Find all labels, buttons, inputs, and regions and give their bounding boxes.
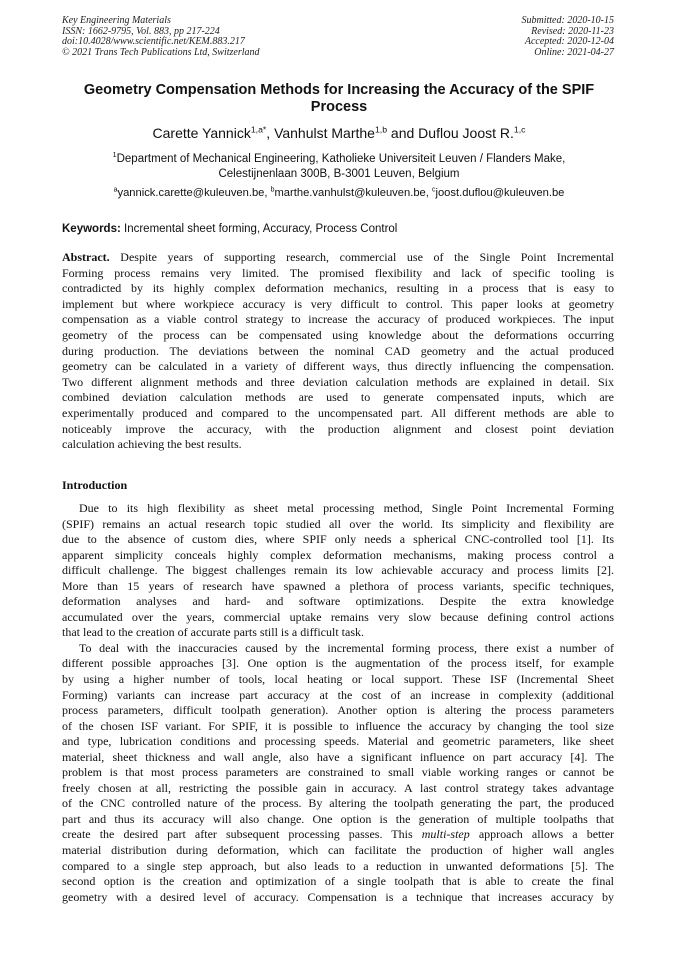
- paragraph-line: of the CNC controlled nature of the process. By altering the toolpath generating the part, the produced: [62, 796, 614, 811]
- submitted-date: Submitted: 2020-10-15: [521, 15, 614, 26]
- author-affil-mark: 1,a*: [250, 124, 267, 135]
- abstract-line: geometry of the process can be compensated using knowledge about the deformations occurring: [62, 327, 614, 342]
- paragraph-line: More than 15 years of research have spawned a plethora of process variants, specific techniques,: [62, 578, 614, 593]
- keywords: [62, 222, 397, 236]
- affiliation-address: Celestijnenlaan 300B, B-3001 Leuven, Belgium: [218, 167, 460, 180]
- author-affil-mark: 1,b: [374, 124, 388, 135]
- paragraph-line: create the desired part after subsequent processing passes. This multi-step approach allows a better: [62, 827, 614, 842]
- email-link[interactable]: joost.duflou@kuleuven.be: [435, 187, 565, 199]
- paragraph-line: of the chosen ISF variant. For SPIF, it is possible to influence the accuracy by changing the tool size: [62, 718, 614, 733]
- paragraph-line: different possible approaches [3]. One option is the augmentation of the process itself, for example: [62, 656, 614, 671]
- author-emails: $^a$yannick.carette@kuleuven.be, $^b$marthe.vanhulst@kuleuven.be, $^c$joost.duflou@kuleuven.be: [113, 186, 565, 199]
- abstract-line: during production. The deviations between the nominal CAD geometry and the actual produced: [62, 343, 614, 358]
- abstract-line: contradicted by its highly complex deformation mechanics, resulting in a process that is easy to: [62, 281, 614, 296]
- paragraph-line: Due to its high flexibility as sheet metal processing method, Single Point Incremental Forming: [79, 501, 614, 515]
- submission-dates: [522, 16, 615, 58]
- author-name: Vanhulst Marthe: [274, 125, 375, 141]
- paragraph-line: due to the absence of custom dies, where SPIF only needs a spherical CNC-controlled tool [1]. Its: [62, 532, 614, 547]
- affiliation-line: Department of Mechanical Engineering, Katholieke Universiteit Leuven / Flanders Make,: [116, 153, 566, 165]
- abstract-line: compensation as a viable control strategy to increase the accuracy of produced workpieces. The input: [62, 312, 614, 327]
- paragraph-line: by using a higher number of tools, local heating or local support. These ISF (Incremental Sheet: [62, 672, 614, 687]
- abstract-line: noticeably improve the accuracy, with the production alignment and closest point deviation: [62, 421, 614, 436]
- abstract-line: combined deviation calculation methods are used to generate compensated inputs, which are: [62, 390, 614, 405]
- revised-date: Revised: 2020-11-23: [531, 25, 614, 37]
- email-link[interactable]: marthe.vanhulst@kuleuven.be: [274, 187, 426, 199]
- abstract-label: Abstract.: [62, 250, 110, 264]
- paragraph-line: and type, lubrication conditions and processing speeds. Material and geometric parameters, like sheet: [62, 734, 614, 749]
- paragraph-line: geometry with a desired level of accuracy. Compensation is a technique that increases accuracy by: [62, 889, 614, 904]
- paragraph-line: accumulated over the years, commercial uptake remains very slow because defining control actions: [62, 609, 614, 624]
- abstract-line: geometry can be calculated in a variety of different ways, thus directly influencing the compensation.: [62, 359, 614, 374]
- paragraph-line: process parameters, difficult toolpath generation). Another option is altering the process parameters: [62, 703, 614, 718]
- paragraph-line: apparent simplicity conceals highly complex deformation mechanisms, making process control a: [62, 547, 614, 562]
- abstract-line: experimentally produced and compared to the uncompensated part. All different methods are able to: [62, 405, 614, 420]
- online-date: Online: 2021-04-27: [534, 46, 614, 58]
- doi-line[interactable]: doi:10.4028/www.scientific.net/KEM.883.217: [62, 36, 245, 47]
- abstract-line: implement but where workpiece accuracy is very difficult to control. This paper looks at geometry: [62, 296, 614, 311]
- abstract-line: Two different alignment methods and three deviation calculation methods are explained in detail. Six: [62, 374, 614, 389]
- paragraph-line: deformation analyses and hard- and software optimizations. Despite the extra knowledge: [62, 594, 614, 609]
- paragraph-line: Forming) variants can increase part accuracy at the cost of an increase in complexity (additional: [62, 687, 614, 702]
- paragraph-line: freely chosen at all, restricting the possible gain in accuracy. A last control strategy takes advantage: [62, 780, 614, 795]
- paragraph-line: difficult challenge. The biggest challenges remain its low achievable accuracy and process limits [2].: [62, 563, 614, 578]
- introduction-body: [62, 501, 614, 905]
- paragraph-line: material, sheet thickness and wall angle, also have a significant influence on part accuracy [4]. The: [62, 749, 614, 764]
- keywords-label: Keywords:: [62, 223, 121, 235]
- author-affil-mark: 1,c: [513, 124, 526, 135]
- issn-line: ISSN: 1662-9795, Vol. 883, pp 217-224: [62, 25, 220, 37]
- paragraph-line: (SPIF) remains an actual research topic studied all over the world. Its simplicity and flexibility are: [62, 516, 614, 531]
- author-list: Carette Yannick$^{1,a*}$, Vanhulst Marthe$^{1,b}$ and Duflou Joost R.$^{1,c}$: [152, 124, 526, 141]
- paragraph-line: material distribution during deformation, which can facilitate the production of higher wall angles: [62, 843, 614, 858]
- paragraph-line: To deal with the inaccuracies caused by the incremental forming process, there exist a number of: [79, 640, 614, 655]
- keywords-text: Incremental sheet forming, Accuracy, Process Control: [124, 223, 398, 235]
- abstract-line: Abstract. Despite years of supporting research, commercial use of the Single Point Incremental: [62, 250, 614, 264]
- journal-name: Key Engineering Materials: [62, 15, 171, 26]
- affiliation: $^1$Department of Mechanical Engineering, Katholieke Universiteit Leuven / Flanders Make, Celestijnenlaan 300B, B-3001 Leuven, Belgium: [62, 152, 616, 181]
- accepted-date: Accepted: 2020-12-04: [524, 36, 614, 47]
- author-name: Carette Yannick: [152, 125, 251, 141]
- paragraph-line: problem is that most process parameters are constrained to small viable working ranges or cannot be: [62, 765, 614, 780]
- paragraph-line: compared to a single step approach, but also leads to a reduction in unwanted deformations [5]. The: [62, 858, 614, 873]
- italic-term: multi-step: [421, 827, 470, 842]
- section-heading-introduction: Introduction: [62, 478, 128, 492]
- paragraph-line: second option is the creation and optimization of a single toolpath that is able to create the final: [62, 874, 614, 889]
- copyright-line: © 2021 Trans Tech Publications Ltd, Switzerland: [62, 46, 260, 58]
- author-name: Duflou Joost R.: [418, 125, 514, 141]
- paper-title: Geometry Compensation Methods for Increasing the Accuracy of the SPIF Process: [83, 82, 595, 115]
- abstract: [62, 250, 614, 453]
- journal-info: [62, 16, 260, 58]
- abstract-line: calculation achieving the best results.: [62, 437, 242, 452]
- paragraph-line: that lead to the creation of accurate parts still is a difficult task.: [62, 625, 365, 640]
- abstract-line: Forming process remains very limited. The promised flexibility and lack of specific tooling is: [62, 265, 614, 280]
- email-link[interactable]: yannick.carette@kuleuven.be: [117, 187, 265, 199]
- paragraph-line: part and thus its accuracy will also change. One option is the generation of multiple toolpaths that: [62, 811, 614, 826]
